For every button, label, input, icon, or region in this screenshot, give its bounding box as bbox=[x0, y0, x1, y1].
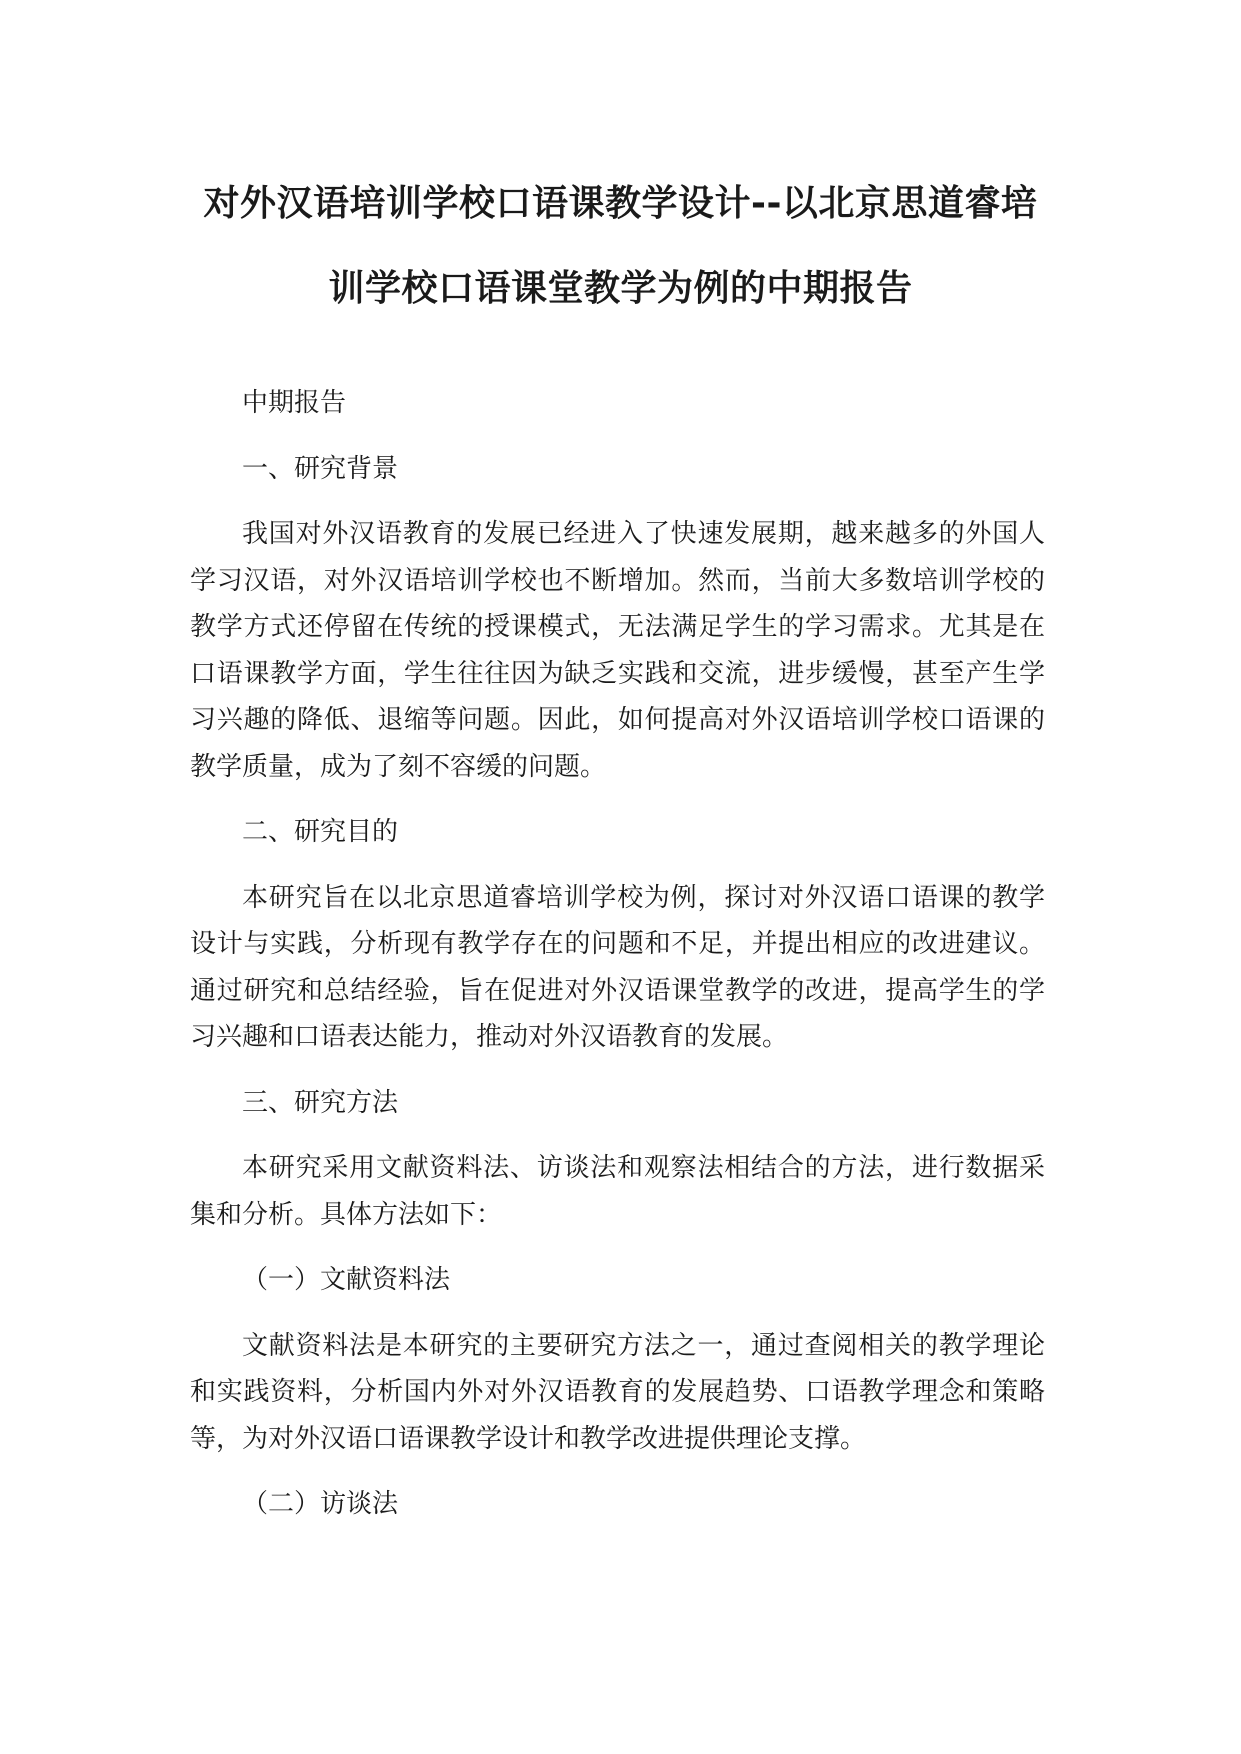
paragraph-background: 我国对外汉语教育的发展已经进入了快速发展期，越来越多的外国人学习汉语，对外汉语培训学校也不断增加。然而，当前大多数培训学校的教学方式还停留在传统的授课模式，无法满足学生的学习需求。尤其是在口语课教学方面，学生往往因为缺乏实践和交流，进步缓慢，甚至产生学习兴趣的降低、退缩等问题。因此，如何提高对外汉语培训学校口语课的教学质量，成为了刻不容缓的问题。 bbox=[190, 519, 1045, 782]
document-body bbox=[190, 380, 1045, 1547]
document-title-line-1: 对外汉语培训学校口语课教学设计--以北京思道睿培 bbox=[203, 183, 1038, 224]
section-heading-background: 一、研究背景 bbox=[242, 453, 399, 484]
subsection-heading-literature: （一）文献资料法 bbox=[242, 1265, 451, 1295]
paragraph-literature: 文献资料法是本研究的主要研究方法之一，通过查阅相关的教学理论和实践资料，分析国内外对外汉语教育的发展趋势、口语教学理念和策略等，为对外汉语口语课教学设计和教学改进提供理论支撑。 bbox=[190, 1330, 1045, 1454]
section-heading-methods: 三、研究方法 bbox=[242, 1087, 399, 1118]
subsection-heading-interview: （二）访谈法 bbox=[242, 1489, 399, 1519]
document-title-line-2: 训学校口语课堂教学为例的中期报告 bbox=[328, 268, 913, 309]
report-subtitle: 中期报告 bbox=[242, 388, 347, 418]
section-heading-purpose: 二、研究目的 bbox=[242, 817, 399, 847]
paragraph-purpose: 本研究旨在以北京思道睿培训学校为例，探讨对外汉语口语课的教学设计与实践，分析现有教学存在的问题和不足，并提出相应的改进建议。通过研究和总结经验，旨在促进对外汉语课堂教学的改进，提高学生的学习兴趣和口语表达能力，推动对外汉语教育的发展。 bbox=[190, 882, 1045, 1052]
paragraph-methods: 本研究采用文献资料法、访谈法和观察法相结合的方法，进行数据采集和分析。具体方法如下： bbox=[190, 1153, 1045, 1230]
